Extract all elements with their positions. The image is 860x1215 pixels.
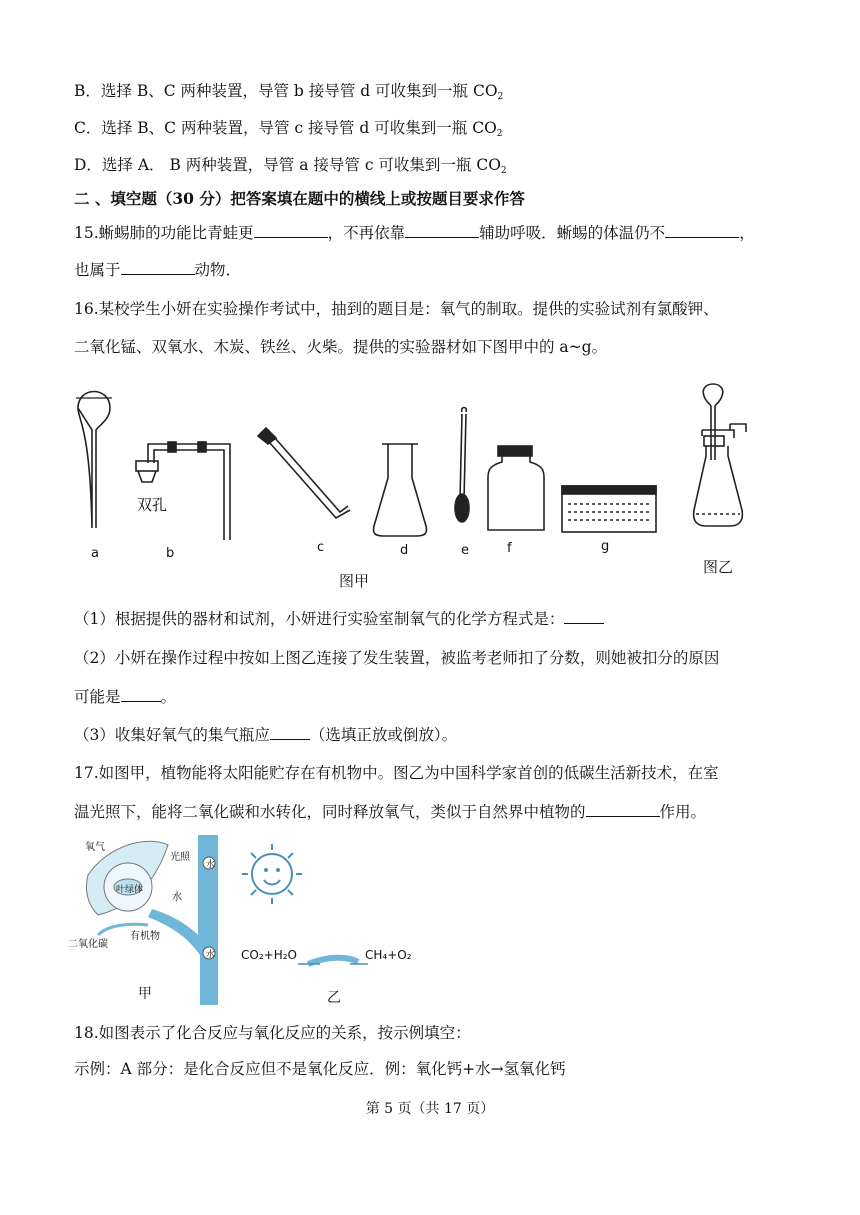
label-e: e — [461, 543, 469, 558]
sun-figure — [238, 838, 418, 1003]
q17-text-2: 作用。 — [659, 803, 707, 821]
option-c — [74, 117, 503, 145]
q16-sub1-text: （1）根据提供的器材和试剂，小妍进行实验室制氧气的化学方程式是： — [74, 610, 565, 628]
answer-blank[interactable] — [405, 221, 479, 238]
q15-text-3: 辅助呼吸．蜥蜴的体温仍不 — [479, 224, 666, 242]
q15-text-1: 15.蜥蜴肺的功能比青蛙更 — [74, 224, 254, 242]
question-15-line1 — [74, 221, 755, 244]
answer-blank[interactable] — [254, 221, 328, 238]
option-d — [74, 154, 507, 182]
question-16-line1: 16.某校学生小妍在实验操作考试中，抽到的题目是：氧气的制取。提供的实验试剂有氯酸钾、 — [74, 300, 719, 318]
section-heading: 二 、填空题（30 分）把答案填在题中的横线上或按题目要求作答 — [74, 189, 525, 208]
plant-label-oxygen: 氧气 — [85, 842, 105, 853]
assembled-apparatus — [694, 384, 746, 526]
label-g: g — [601, 539, 610, 554]
question-17-line2 — [74, 800, 706, 823]
q16-sub1 — [74, 607, 604, 630]
bent-tube-b — [136, 442, 230, 540]
plant-label-water-bottom: 水 — [206, 950, 216, 960]
sun-figure-caption: 乙 — [327, 990, 341, 1006]
water-trough-g — [562, 486, 656, 532]
page-footer: 第 5 页（共 17 页） — [365, 1101, 495, 1117]
label-f: f — [507, 541, 512, 556]
option-b-text: B．选择 B、C 两种装置，导管 b 接导管 d 可收集到一瓶 CO — [74, 82, 498, 100]
label-d: d — [400, 543, 409, 558]
question-17-line1: 17.如图甲，植物能将太阳能贮存在有机物中。图乙为中国科学家首创的低碳生活新技术，在室 — [74, 764, 719, 782]
option-d-sub: 2 — [500, 166, 507, 176]
answer-blank[interactable] — [121, 258, 195, 275]
q16-sub2-line2 — [74, 685, 176, 708]
plant-label-chloroplast: 叶绿体 — [116, 885, 144, 895]
answer-blank[interactable] — [270, 723, 310, 740]
label-b: b — [166, 546, 175, 561]
plant-label-water: 水 — [172, 892, 182, 903]
option-b — [74, 80, 503, 108]
answer-blank[interactable] — [121, 685, 161, 702]
thistle-funnel-a — [76, 392, 112, 529]
q16-sub2-line1: （2）小妍在操作过程中按如上图乙连接了发生装置，被监考老师扣了分数，则她被扣分的原因 — [74, 649, 720, 667]
l-tube-c — [258, 428, 350, 518]
label-a: a — [91, 546, 99, 561]
plant-figure-caption: 甲 — [138, 986, 152, 1002]
apparatus-figure — [70, 378, 830, 578]
figure-yi-caption: 图乙 — [703, 558, 734, 576]
question-15-line2 — [74, 258, 241, 281]
option-d-text: D．选择 A． B 两种装置，导管 a 接导管 c 可收集到一瓶 CO — [74, 156, 501, 174]
spoon-e — [455, 408, 469, 523]
q15-text-5: 也属于 — [74, 261, 121, 279]
answer-blank[interactable] — [665, 221, 739, 238]
formula-reactants: CO₂+H₂O — [241, 948, 297, 962]
plant-label-water-top: 水 — [206, 860, 216, 870]
question-16-line2: 二氧化锰、双氧水、木炭、铁丝、火柴。提供的实验器材如下图甲中的 a~g。 — [74, 338, 608, 356]
option-c-text: C．选择 B、C 两种装置，导管 c 接导管 d 可收集到一瓶 CO — [74, 119, 497, 137]
question-18-line2: 示例：A 部分：是化合反应但不是氧化反应．例：氧化钙+水→氢氧化钙 — [74, 1060, 566, 1078]
option-b-sub: 2 — [497, 92, 504, 102]
q15-text-4: ， — [739, 224, 755, 242]
figure-jia-caption: 图甲 — [339, 572, 370, 590]
q15-text-2: ，不再依靠 — [327, 224, 406, 242]
answer-blank[interactable] — [564, 607, 604, 624]
q16-sub2-end: 。 — [160, 688, 177, 706]
answer-blank[interactable] — [586, 800, 660, 817]
conical-flask-d — [373, 444, 426, 536]
plant-label-organic: 有机物 — [130, 931, 160, 942]
q16-sub3-text: （3）收集好氧气的集气瓶应 — [74, 726, 270, 744]
plant-label-co2: 二氧化碳 — [68, 939, 108, 950]
label-c: c — [317, 540, 325, 555]
q16-sub2-text: 可能是 — [74, 688, 121, 706]
q16-sub3 — [74, 723, 457, 746]
plant-figure — [68, 835, 228, 1005]
q15-text-6: 动物． — [194, 261, 242, 279]
formula-products: CH₄+O₂ — [365, 948, 412, 962]
plant-label-light: 光照 — [170, 852, 190, 863]
question-18-line1: 18.如图表示了化合反应与氧化反应的关系，按示例填空： — [74, 1024, 471, 1042]
option-c-sub: 2 — [496, 129, 503, 139]
gas-jar-f — [488, 446, 544, 530]
label-double-hole: 双孔 — [137, 496, 168, 514]
q17-text-1: 温光照下，能将二氧化碳和水转化，同时释放氧气，类似于自然界中植物的 — [74, 803, 586, 821]
q16-sub3-end: （选填正放或倒放）。 — [309, 726, 458, 744]
